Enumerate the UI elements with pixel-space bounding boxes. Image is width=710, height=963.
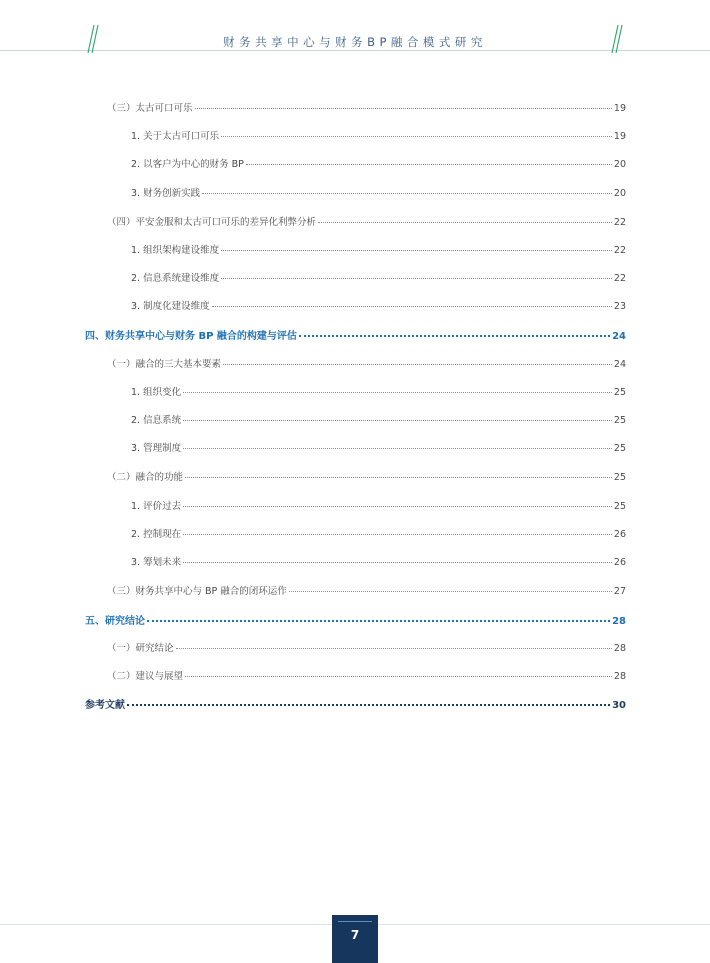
toc-leader-dots	[183, 411, 612, 421]
toc-leader-dots	[299, 327, 610, 337]
toc-entry-label: （一）融合的三大基本要素	[107, 359, 222, 370]
toc-entry-page-number: 22	[613, 217, 626, 228]
toc-entry[interactable]	[131, 412, 626, 426]
toc-entry-page-number: 25	[613, 443, 626, 454]
toc-leader-dots	[127, 696, 610, 706]
toc-entry-label: 1. 组织架构建设维度	[131, 245, 220, 256]
toc-leader-dots	[183, 439, 612, 449]
toc-leader-dots	[183, 383, 612, 393]
toc-entry-label: （二）建议与展望	[107, 671, 184, 682]
toc-entry-page-number: 28	[613, 643, 626, 654]
page-number-accent-bar	[338, 921, 372, 922]
toc-entry-page-number: 28	[613, 671, 626, 682]
running-header-title: 财务共享中心与财务BP融合模式研究	[223, 35, 487, 49]
toc-leader-dots	[221, 241, 612, 251]
toc-entry-page-number: 26	[613, 529, 626, 540]
toc-entry-label: 2. 以客户为中心的财务 BP	[131, 159, 244, 170]
toc-leader-dots	[183, 525, 612, 535]
toc-entry-page-number: 28	[612, 616, 626, 627]
toc-leader-dots	[318, 213, 612, 223]
toc-entry[interactable]	[131, 440, 626, 454]
toc-entry-label: 2. 信息系统	[131, 415, 182, 426]
toc-leader-dots	[221, 269, 612, 279]
page-number-box	[332, 915, 378, 963]
toc-entry[interactable]	[131, 128, 626, 142]
toc-entry[interactable]	[131, 242, 626, 256]
toc-entry[interactable]	[85, 327, 626, 342]
toc-entry-label: 3. 管理制度	[131, 443, 182, 454]
toc-entry[interactable]	[131, 384, 626, 398]
toc-leader-dots	[185, 667, 612, 677]
toc-entry-label: 1. 组织变化	[131, 387, 182, 398]
toc-entry-references[interactable]	[85, 696, 626, 711]
toc-entry-page-number: 20	[613, 188, 626, 199]
toc-entry-label: 五、研究结论	[85, 616, 145, 627]
toc-entry-page-number: 25	[613, 415, 626, 426]
toc-leader-dots	[202, 184, 612, 194]
toc-leader-dots	[289, 582, 612, 592]
toc-entry-page-number: 24	[612, 331, 626, 342]
toc-entry-page-number: 23	[613, 301, 626, 312]
toc-entry[interactable]	[131, 498, 626, 512]
toc-entry[interactable]	[131, 554, 626, 568]
toc-leader-dots	[183, 497, 612, 507]
toc-entry[interactable]	[85, 612, 626, 627]
toc-entry-page-number: 19	[613, 131, 626, 142]
toc-entry-page-number: 26	[613, 557, 626, 568]
toc-entry[interactable]	[131, 156, 626, 170]
toc-entry-page-number: 25	[613, 501, 626, 512]
toc-entry[interactable]	[107, 640, 626, 654]
toc-entry-label: 3. 财务创新实践	[131, 188, 201, 199]
toc-entry[interactable]	[131, 270, 626, 284]
toc-entry-page-number: 22	[613, 245, 626, 256]
toc-entry[interactable]	[107, 214, 626, 228]
page-number: 7	[350, 928, 360, 942]
toc-entry[interactable]	[131, 298, 626, 312]
toc-entry-label: 2. 控制现在	[131, 529, 182, 540]
toc-entry-label: （二）融合的功能	[107, 472, 184, 483]
toc-leader-dots	[183, 553, 612, 563]
toc-leader-dots	[212, 297, 612, 307]
toc-entry-label: 3. 制度化建设维度	[131, 301, 210, 312]
toc-leader-dots	[195, 99, 612, 109]
toc-entry-label: 四、财务共享中心与财务 BP 融合的构建与评估	[85, 331, 297, 342]
toc-entry-label: 2. 信息系统建设维度	[131, 273, 220, 284]
toc-entry[interactable]	[131, 526, 626, 540]
toc-entry-page-number: 25	[613, 387, 626, 398]
toc-leader-dots	[246, 155, 612, 165]
toc-leader-dots	[176, 639, 612, 649]
toc-leader-dots	[185, 468, 612, 478]
header-rule	[0, 50, 710, 51]
toc-leader-dots	[223, 355, 612, 365]
toc-leader-dots	[221, 127, 612, 137]
toc-entry-page-number: 20	[613, 159, 626, 170]
toc-entry-label: 3. 筹划未来	[131, 557, 182, 568]
toc-entry-page-number: 24	[613, 359, 626, 370]
toc-entry[interactable]	[107, 469, 626, 483]
toc-entry-label: （一）研究结论	[107, 643, 174, 654]
toc-entry-label: （三）太古可口可乐	[107, 103, 193, 114]
toc-entry-page-number: 22	[613, 273, 626, 284]
toc-entry-label: （四）平安金服和太古可口可乐的差异化利弊分析	[107, 217, 317, 228]
toc-entry[interactable]	[107, 100, 626, 114]
toc-entry-page-number: 25	[613, 472, 626, 483]
toc-entry[interactable]	[107, 356, 626, 370]
toc-entry-label: 1. 关于太古可口可乐	[131, 131, 220, 142]
toc-entry-label: 1. 评价过去	[131, 501, 182, 512]
toc-entry-page-number: 30	[612, 700, 626, 711]
toc-entry[interactable]	[107, 583, 626, 597]
toc-entry-page-number: 27	[613, 586, 626, 597]
toc-entry[interactable]	[131, 185, 626, 199]
toc-entry[interactable]	[107, 668, 626, 682]
toc-entry-label: （三）财务共享中心与 BP 融合的闭环运作	[107, 586, 287, 597]
toc-leader-dots	[147, 612, 610, 622]
toc-entry-label: 参考文献	[85, 700, 125, 711]
toc-entry-page-number: 19	[613, 103, 626, 114]
